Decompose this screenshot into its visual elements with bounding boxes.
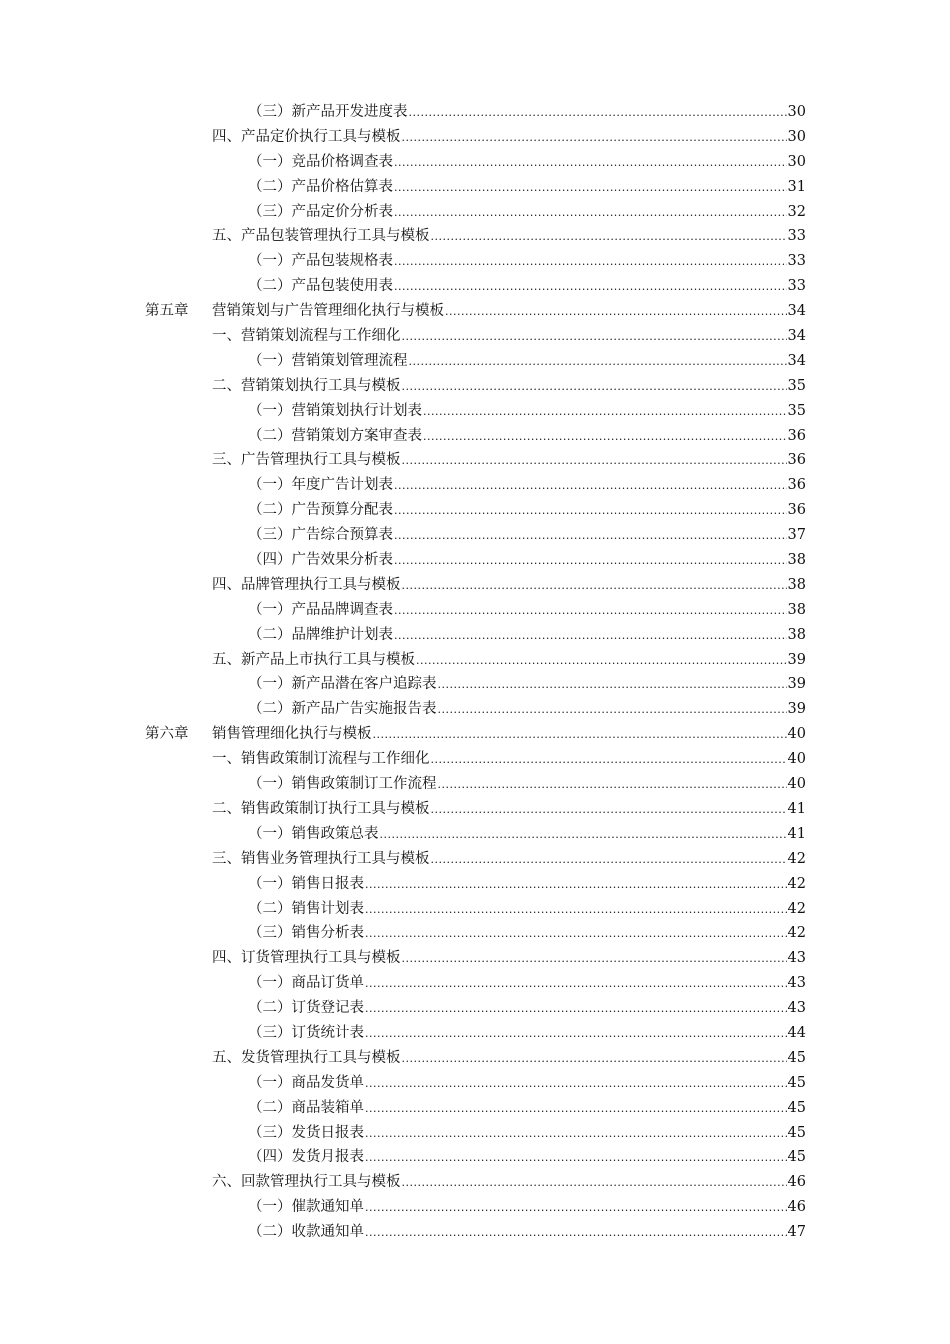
toc-row[interactable] (0, 946, 950, 971)
toc-entry-title: （一）催款通知单 (248, 1199, 364, 1216)
toc-page-number: 35 (787, 377, 806, 394)
toc-entry-title: （一）营销策划执行计划表 (248, 402, 422, 419)
toc-entry-title: 三、广告管理执行工具与模板 (212, 452, 401, 469)
toc-row[interactable] (0, 324, 950, 349)
toc-row[interactable] (0, 722, 950, 747)
toc-entry[interactable] (248, 523, 806, 548)
dot-leader (365, 1145, 787, 1170)
toc-entry-title: （一）产品品牌调查表 (248, 601, 393, 618)
toc-row[interactable] (0, 996, 950, 1021)
toc-page-number: 38 (787, 601, 806, 618)
dot-leader (402, 1046, 787, 1071)
toc-page-number: 36 (787, 452, 806, 469)
dot-leader (423, 399, 787, 424)
dot-leader (431, 797, 787, 822)
toc-row[interactable] (0, 399, 950, 424)
toc-entry[interactable] (212, 324, 806, 349)
toc-row[interactable] (0, 1071, 950, 1096)
toc-entry-title: （二）产品价格估算表 (248, 178, 393, 195)
toc-page-number: 41 (787, 825, 806, 842)
toc-page-number: 45 (787, 1149, 806, 1166)
toc-entry[interactable] (248, 697, 806, 722)
dot-leader (394, 274, 787, 299)
toc-page-number: 45 (787, 1049, 806, 1066)
toc-page-number: 43 (787, 950, 806, 967)
dot-leader (402, 946, 787, 971)
toc-entry-title: 二、营销策划执行工具与模板 (212, 377, 401, 394)
toc-entry-title: （一）商品发货单 (248, 1074, 364, 1091)
toc-entry-title: （三）订货统计表 (248, 1024, 364, 1041)
toc-page-number: 38 (787, 552, 806, 569)
dot-leader (438, 697, 787, 722)
toc-entry-title: （一）销售政策总表 (248, 825, 379, 842)
dot-leader (394, 473, 787, 498)
dot-leader (365, 1021, 787, 1046)
dot-leader (438, 772, 787, 797)
dot-leader (402, 573, 787, 598)
toc-entry-title: 六、回款管理执行工具与模板 (212, 1174, 401, 1191)
toc-entry-title: （一）商品订货单 (248, 975, 364, 992)
toc-entry-title: （四）广告效果分析表 (248, 552, 393, 569)
dot-leader (373, 722, 787, 747)
toc-row[interactable] (0, 1195, 950, 1220)
dot-leader (365, 996, 787, 1021)
dot-leader (394, 200, 787, 225)
toc-row[interactable] (0, 224, 950, 249)
toc-page-number: 43 (787, 975, 806, 992)
toc-row[interactable] (0, 623, 950, 648)
toc-entry[interactable] (248, 872, 806, 897)
toc-entry-title: （二）收款通知单 (248, 1224, 364, 1241)
toc-page-number: 45 (787, 1124, 806, 1141)
dot-leader (365, 1220, 787, 1245)
toc-entry[interactable] (212, 648, 806, 673)
toc-entry[interactable] (212, 573, 806, 598)
toc-row[interactable] (0, 1145, 950, 1170)
dot-leader (402, 448, 787, 473)
toc-chapter-label: 第五章 (145, 303, 189, 320)
toc-entry-title: （一）营销策划管理流程 (248, 352, 408, 369)
toc-page-number: 44 (787, 1024, 806, 1041)
toc-page-number: 39 (787, 701, 806, 718)
toc-entry[interactable] (212, 722, 806, 747)
toc-entry-title: 四、产品定价执行工具与模板 (212, 128, 401, 145)
toc-entry-title: （三）产品定价分析表 (248, 203, 393, 220)
dot-leader (394, 498, 787, 523)
toc-page-number: 31 (787, 178, 806, 195)
toc-page-number: 34 (787, 303, 806, 320)
toc-entry[interactable] (212, 747, 806, 772)
toc-page-number: 30 (787, 128, 806, 145)
toc-entry[interactable] (212, 125, 806, 150)
toc-entry-title: 四、品牌管理执行工具与模板 (212, 576, 401, 593)
dot-leader (365, 1096, 787, 1121)
toc-page-number: 45 (787, 1099, 806, 1116)
toc-entry-title: 三、销售业务管理执行工具与模板 (212, 850, 430, 867)
toc-entry[interactable] (248, 424, 806, 449)
toc-row[interactable] (0, 150, 950, 175)
toc-entry[interactable] (248, 399, 806, 424)
toc-entry-title: 一、销售政策制订流程与工作细化 (212, 751, 430, 768)
toc-page-number: 32 (787, 203, 806, 220)
toc-entry-title: （三）销售分析表 (248, 925, 364, 942)
dot-leader (394, 548, 787, 573)
toc-page-number: 36 (787, 502, 806, 519)
toc-entry[interactable] (248, 623, 806, 648)
dot-leader (365, 897, 787, 922)
toc-row[interactable] (0, 374, 950, 399)
toc-entry-title: 一、营销策划流程与工作细化 (212, 328, 401, 345)
toc-page-number: 42 (787, 850, 806, 867)
toc-entry-title: （二）产品包装使用表 (248, 278, 393, 295)
toc-row[interactable] (0, 175, 950, 200)
toc-row[interactable] (0, 498, 950, 523)
toc-entry[interactable] (248, 100, 806, 125)
dot-leader (365, 1121, 787, 1146)
toc-entry[interactable] (212, 1046, 806, 1071)
toc-page-number: 42 (787, 875, 806, 892)
toc-page-number: 30 (787, 104, 806, 120)
toc-row[interactable] (0, 1220, 950, 1245)
toc-row[interactable] (0, 1046, 950, 1071)
toc-page-number: 45 (787, 1074, 806, 1091)
dot-leader (416, 648, 787, 673)
toc-entry-title: （四）发货月报表 (248, 1149, 364, 1166)
toc-row[interactable] (0, 872, 950, 897)
toc-row[interactable] (0, 598, 950, 623)
dot-leader (380, 822, 787, 847)
toc-row[interactable] (0, 573, 950, 598)
toc-row[interactable] (0, 772, 950, 797)
toc-entry[interactable] (212, 847, 806, 872)
table-of-contents (0, 100, 950, 1245)
toc-entry[interactable] (248, 672, 806, 697)
toc-row[interactable] (0, 897, 950, 922)
toc-page-number: 46 (787, 1174, 806, 1191)
toc-page-number: 34 (787, 352, 806, 369)
toc-entry[interactable] (248, 1145, 806, 1170)
toc-entry[interactable] (248, 971, 806, 996)
dot-leader (438, 672, 787, 697)
toc-row[interactable] (0, 473, 950, 498)
toc-entry-title: 销售管理细化执行与模板 (212, 726, 372, 743)
toc-page-number: 40 (787, 776, 806, 793)
dot-leader (409, 349, 787, 374)
toc-entry-title: （三）新产品开发进度表 (248, 104, 408, 120)
dot-leader (431, 224, 787, 249)
dot-leader (365, 971, 787, 996)
toc-row[interactable] (0, 125, 950, 150)
toc-entry[interactable] (248, 598, 806, 623)
toc-entry-title: （一）竞品价格调查表 (248, 153, 393, 170)
toc-row[interactable] (0, 672, 950, 697)
toc-entry[interactable] (248, 1195, 806, 1220)
toc-page-number: 38 (787, 626, 806, 643)
toc-page-number: 33 (787, 228, 806, 245)
toc-entry[interactable] (248, 548, 806, 573)
toc-chapter-label: 第六章 (145, 726, 189, 743)
dot-leader (394, 598, 787, 623)
toc-page-number: 36 (787, 477, 806, 494)
dot-leader (402, 1170, 787, 1195)
toc-row[interactable] (0, 971, 950, 996)
toc-row[interactable] (0, 1096, 950, 1121)
dot-leader (365, 1195, 787, 1220)
toc-entry-title: 四、订货管理执行工具与模板 (212, 950, 401, 967)
toc-entry-title: 二、销售政策制订执行工具与模板 (212, 800, 430, 817)
toc-row[interactable] (0, 847, 950, 872)
dot-leader (402, 374, 787, 399)
dot-leader (445, 299, 787, 324)
toc-page-number: 38 (787, 576, 806, 593)
toc-row[interactable] (0, 274, 950, 299)
toc-entry-title: 五、发货管理执行工具与模板 (212, 1049, 401, 1066)
toc-entry[interactable] (212, 448, 806, 473)
toc-row[interactable] (0, 200, 950, 225)
toc-entry[interactable] (248, 921, 806, 946)
toc-row[interactable] (0, 797, 950, 822)
toc-entry[interactable] (248, 473, 806, 498)
toc-entry-title: （二）新产品广告实施报告表 (248, 701, 437, 718)
toc-page-number: 35 (787, 402, 806, 419)
toc-entry[interactable] (248, 1096, 806, 1121)
toc-entry[interactable] (212, 946, 806, 971)
toc-entry[interactable] (248, 349, 806, 374)
toc-entry[interactable] (248, 996, 806, 1021)
dot-leader (394, 150, 787, 175)
dot-leader (365, 1071, 787, 1096)
toc-page-number: 41 (787, 800, 806, 817)
toc-entry[interactable] (248, 772, 806, 797)
toc-entry-title: （二）商品装箱单 (248, 1099, 364, 1116)
toc-entry-title: 五、新产品上市执行工具与模板 (212, 651, 415, 668)
toc-page-number: 36 (787, 427, 806, 444)
toc-entry-title: （二）销售计划表 (248, 900, 364, 917)
toc-entry-title: （一）销售政策制订工作流程 (248, 776, 437, 793)
dot-leader (394, 523, 787, 548)
toc-row[interactable] (0, 424, 950, 449)
dot-leader (394, 175, 787, 200)
toc-entry-title: （一）年度广告计划表 (248, 477, 393, 494)
toc-page-number: 40 (787, 751, 806, 768)
toc-entry-title: （三）广告综合预算表 (248, 527, 393, 544)
dot-leader (431, 847, 787, 872)
toc-row[interactable] (0, 100, 950, 125)
dot-leader (409, 100, 787, 125)
toc-entry[interactable] (248, 150, 806, 175)
toc-entry-title: （二）营销策划方案审查表 (248, 427, 422, 444)
toc-entry[interactable] (212, 299, 806, 324)
toc-row[interactable] (0, 349, 950, 374)
toc-page-number: 39 (787, 651, 806, 668)
toc-row[interactable] (0, 822, 950, 847)
toc-entry-title: （一）销售日报表 (248, 875, 364, 892)
toc-entry-title: （一）产品包装规格表 (248, 253, 393, 270)
dot-leader (431, 747, 787, 772)
toc-page-number: 39 (787, 676, 806, 693)
toc-entry[interactable] (248, 274, 806, 299)
toc-entry-title: （一）新产品潜在客户追踪表 (248, 676, 437, 693)
toc-entry[interactable] (212, 374, 806, 399)
toc-entry[interactable] (248, 1121, 806, 1146)
toc-row[interactable] (0, 648, 950, 673)
toc-row[interactable] (0, 523, 950, 548)
toc-page-number: 42 (787, 900, 806, 917)
dot-leader (365, 921, 787, 946)
toc-page-number: 46 (787, 1199, 806, 1216)
toc-page-number: 33 (787, 253, 806, 270)
toc-row[interactable] (0, 448, 950, 473)
toc-entry[interactable] (248, 1021, 806, 1046)
toc-page-number: 30 (787, 153, 806, 170)
toc-entry[interactable] (248, 822, 806, 847)
toc-entry-title: 营销策划与广告管理细化执行与模板 (212, 303, 444, 320)
toc-entry[interactable] (248, 897, 806, 922)
toc-page-number: 37 (787, 527, 806, 544)
toc-entry-title: （二）品牌维护计划表 (248, 626, 393, 643)
toc-entry[interactable] (212, 1170, 806, 1195)
dot-leader (394, 249, 787, 274)
toc-entry[interactable] (248, 175, 806, 200)
toc-row[interactable] (0, 249, 950, 274)
toc-entry[interactable] (248, 1220, 806, 1245)
toc-row[interactable] (0, 921, 950, 946)
toc-entry-title: 五、产品包装管理执行工具与模板 (212, 228, 430, 245)
toc-row[interactable] (0, 1170, 950, 1195)
toc-entry[interactable] (248, 200, 806, 225)
toc-row[interactable] (0, 697, 950, 722)
toc-page-number: 43 (787, 1000, 806, 1017)
toc-entry-title: （二）广告预算分配表 (248, 502, 393, 519)
toc-page-number: 40 (787, 726, 806, 743)
toc-entry[interactable] (248, 1071, 806, 1096)
toc-row[interactable] (0, 747, 950, 772)
dot-leader (365, 872, 787, 897)
toc-entry-title: （二）订货登记表 (248, 1000, 364, 1017)
dot-leader (423, 424, 787, 449)
dot-leader (402, 125, 787, 150)
toc-entry[interactable] (248, 249, 806, 274)
toc-page-number: 42 (787, 925, 806, 942)
toc-entry-title: （三）发货日报表 (248, 1124, 364, 1141)
dot-leader (402, 324, 787, 349)
toc-row[interactable] (0, 548, 950, 573)
toc-entry[interactable] (212, 224, 806, 249)
toc-entry[interactable] (212, 797, 806, 822)
toc-page-number: 34 (787, 328, 806, 345)
toc-page-number: 47 (787, 1224, 806, 1241)
toc-entry[interactable] (248, 498, 806, 523)
dot-leader (394, 623, 787, 648)
toc-row[interactable] (0, 1021, 950, 1046)
toc-row[interactable] (0, 299, 950, 324)
toc-row[interactable] (0, 1121, 950, 1146)
toc-page-number: 33 (787, 278, 806, 295)
